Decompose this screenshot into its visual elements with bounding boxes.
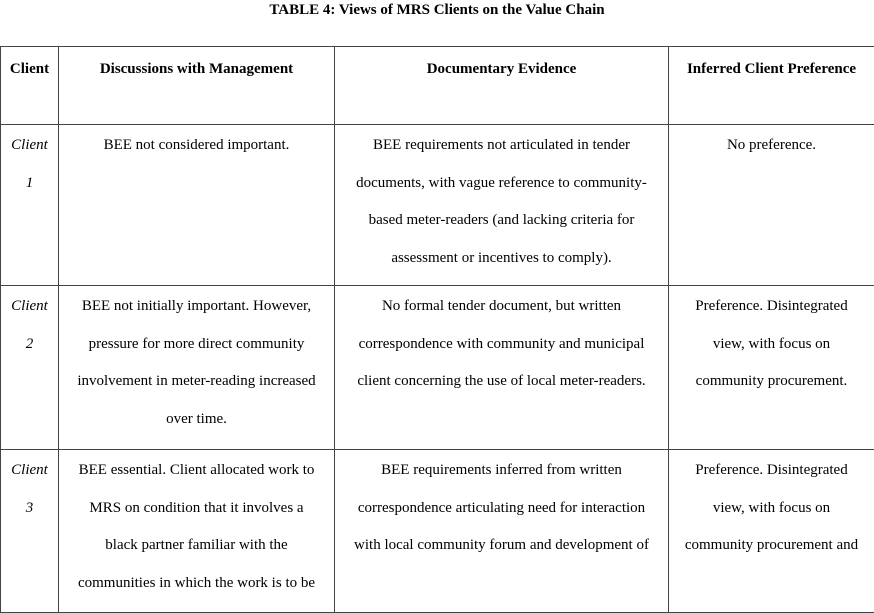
cell-discussions [59, 125, 335, 286]
cell-line: Client [5, 452, 54, 490]
table-row [1, 125, 874, 286]
cell-line: community procurement. [673, 363, 870, 401]
cell-line: pressure for more direct community [63, 326, 330, 364]
cell-preference [669, 450, 874, 613]
cell-client [1, 125, 59, 286]
cell-evidence [335, 125, 669, 286]
cell-line: Preference. Disintegrated [673, 452, 870, 490]
cell-line: client concerning the use of local meter-readers. [339, 363, 664, 401]
cell-preference [669, 125, 874, 286]
cell-line: MRS on condition that it involves a [63, 490, 330, 528]
cell-client [1, 286, 59, 450]
cell-line: correspondence articulating need for interaction [339, 490, 664, 528]
cell-discussions [59, 450, 335, 613]
cell-line: communities in which the work is to be [63, 565, 330, 603]
cell-line: with local community forum and development of [339, 527, 664, 565]
cell-line: 3 [5, 490, 54, 528]
cell-line: BEE requirements not articulated in tender [339, 127, 664, 165]
cell-line: 1 [5, 165, 54, 203]
cell-line: 2 [5, 326, 54, 364]
cell-line: based meter-readers (and lacking criteria for [339, 202, 664, 240]
cell-line: assessment or incentives to comply). [339, 240, 664, 278]
header-discussions: Discussions with Management [59, 47, 335, 125]
cell-line: community procurement and [673, 527, 870, 565]
cell-line: involvement in meter-reading increased [63, 363, 330, 401]
cell-line: BEE not considered important. [63, 127, 330, 165]
cell-evidence [335, 450, 669, 613]
cell-line: view, with focus on [673, 326, 870, 364]
header-preference: Inferred Client Preference [669, 47, 874, 125]
cell-line: BEE not initially important. However, [63, 288, 330, 326]
cell-line: over time. [63, 401, 330, 439]
cell-line: Client [5, 127, 54, 165]
cell-line: No formal tender document, but written [339, 288, 664, 326]
cell-preference [669, 286, 874, 450]
client-views-table [0, 46, 874, 613]
cell-evidence [335, 286, 669, 450]
cell-line: Client [5, 288, 54, 326]
cell-line: correspondence with community and municipal [339, 326, 664, 364]
cell-line: view, with focus on [673, 490, 870, 528]
table-title: TABLE 4: Views of MRS Clients on the Value Chain [0, 0, 874, 20]
cell-line: documents, with vague reference to community- [339, 165, 664, 203]
cell-line: BEE requirements inferred from written [339, 452, 664, 490]
cell-line: BEE essential. Client allocated work to [63, 452, 330, 490]
cell-client [1, 450, 59, 613]
header-evidence: Documentary Evidence [335, 47, 669, 125]
table-row [1, 450, 874, 613]
header-client: Client [1, 47, 59, 125]
cell-line: Preference. Disintegrated [673, 288, 870, 326]
table-header-row [1, 47, 874, 125]
cell-discussions [59, 286, 335, 450]
table-row [1, 286, 874, 450]
cell-line: black partner familiar with the [63, 527, 330, 565]
cell-line: No preference. [673, 127, 870, 165]
